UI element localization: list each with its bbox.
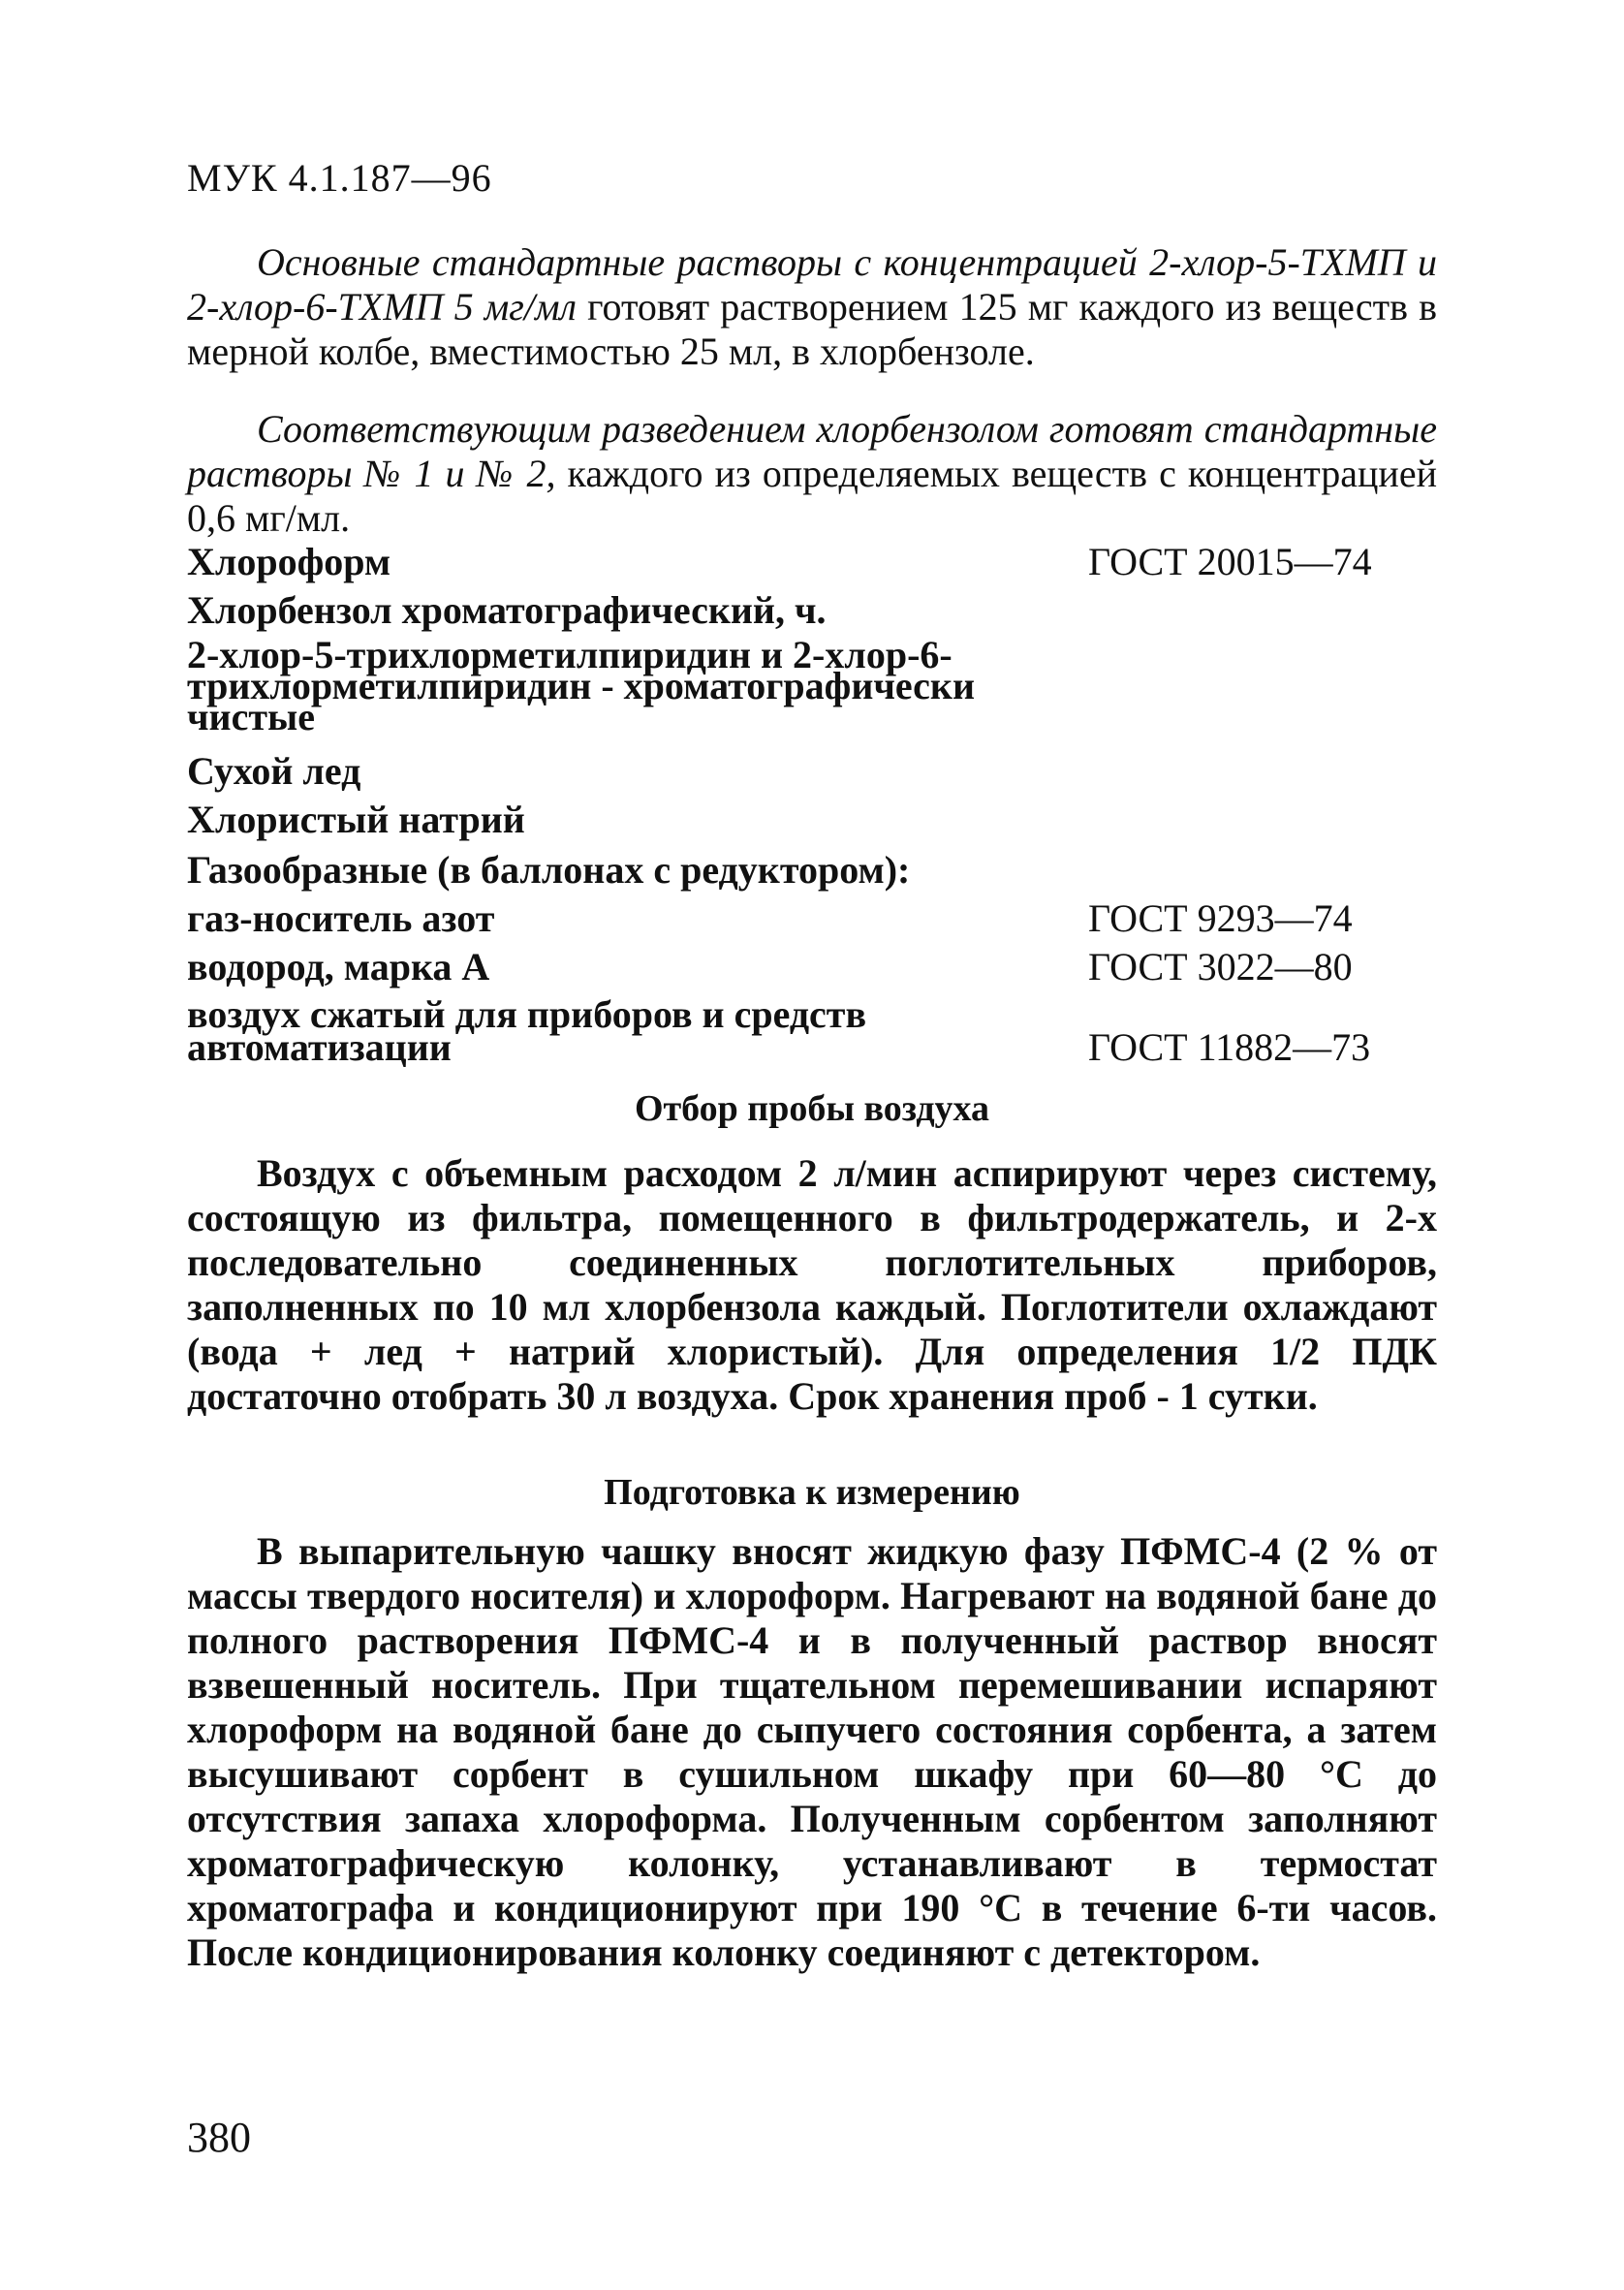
document-header: МУК 4.1.187—96: [187, 156, 492, 200]
reagent-row: [187, 588, 1447, 632]
reagent-gost: ГОСТ 3022—80: [1088, 945, 1353, 988]
paragraph-preparation: В выпарительную чашку вносят жидкую фазу ПФМС-4 (2 % от массы твердого носителя) и хлороформ. Нагревают на водяной бане до полного растворения ПФМС-4 и в полученный раствор вносят взвешенный носитель. При тщательном перемешивании испаряют хлороформ на водяной бане до сыпучего состояния сорбента, а затем высушивают сорбент в сушильном шкафу при 60—80 °С до отсутствия запаха хлороформа. Полученным сорбентом заполняют хроматографическую колонку, устанавливают в термостат хроматографа и кондиционируют при 190 °С в течение 6-ти часов. После кондиционирования колонку соединяют с детектором.: [187, 1529, 1437, 1974]
reagent-gost: ГОСТ 11882—73: [1088, 1025, 1371, 1069]
paragraph-working-solutions: [187, 407, 1437, 541]
reagent-name: воздух сжатый для приборов и средств автоматизации: [187, 992, 867, 1069]
reagent-name: водород, марка А: [187, 945, 490, 988]
reagent-row: [187, 540, 1447, 583]
paragraph-air-sampling: Воздух с объемным расходом 2 л/мин аспирируют через систему, состоящую из фильтра, помещенного в фильтродержатель, и 2-х последовательно соединенных поглотительных приборов, заполненных по 10 мл хлорбензола каждый. Поглотители охлаждают (вода + лед + натрий хлористый). Для определения 1/2 ПДК достаточно отобрать 30 л воздуха. Срок хранения проб - 1 сутки.: [187, 1151, 1437, 1418]
reagent-row: [187, 633, 1447, 738]
paragraph-stock-solutions-text: готовят растворением 125 мг каждого из веществ в мерной колбе, вместимостью 25 мл, в хлорбензоле.: [187, 285, 1437, 373]
reagent-row: [187, 945, 1447, 988]
reagent-name: Газообразные (в баллонах с редуктором):: [187, 848, 911, 892]
reagent-row: [187, 848, 1447, 892]
reagent-row: [187, 800, 1447, 839]
reagent-gost: ГОСТ 20015—74: [1088, 540, 1372, 583]
paragraph-working-solutions-italic: Соответствующим разведением хлорбензолом готовят стандартные растворы № 1 и № 2,: [187, 407, 1437, 495]
section-heading-air-sampling: Отбор пробы воздуха: [634, 1088, 990, 1129]
reagent-row: [187, 749, 1447, 793]
paragraph-stock-solutions: [187, 240, 1437, 374]
section-heading-preparation: Подготовка к измерению: [604, 1472, 1020, 1513]
reagent-name: Хлороформ: [187, 540, 391, 583]
reagent-row: [187, 896, 1447, 940]
reagent-name: газ-носитель азот: [187, 896, 495, 940]
reagent-name: Хлорбензол хроматографический, ч.: [187, 588, 827, 632]
reagent-name: Сухой лед: [187, 749, 361, 793]
page-number: 380: [187, 2114, 251, 2161]
reagent-gost: ГОСТ 9293—74: [1088, 896, 1353, 940]
paragraph-working-solutions-text: каждого из определяемых веществ с концентрацией 0,6 мг/мл.: [187, 452, 1437, 540]
reagent-name: 2-хлор-5-трихлорметилпиридин и 2-хлор-6-трихлорметилпиридин - хроматографически чистые: [187, 633, 976, 738]
paragraph-stock-solutions-italic: Основные стандартные растворы с концентрацией 2-хлор-5-ТХМП и 2-хлор-6-ТХМП 5 мг/мл: [187, 240, 1437, 329]
reagent-name: Хлористый натрий: [187, 798, 525, 841]
reagent-row: [187, 992, 1447, 1069]
